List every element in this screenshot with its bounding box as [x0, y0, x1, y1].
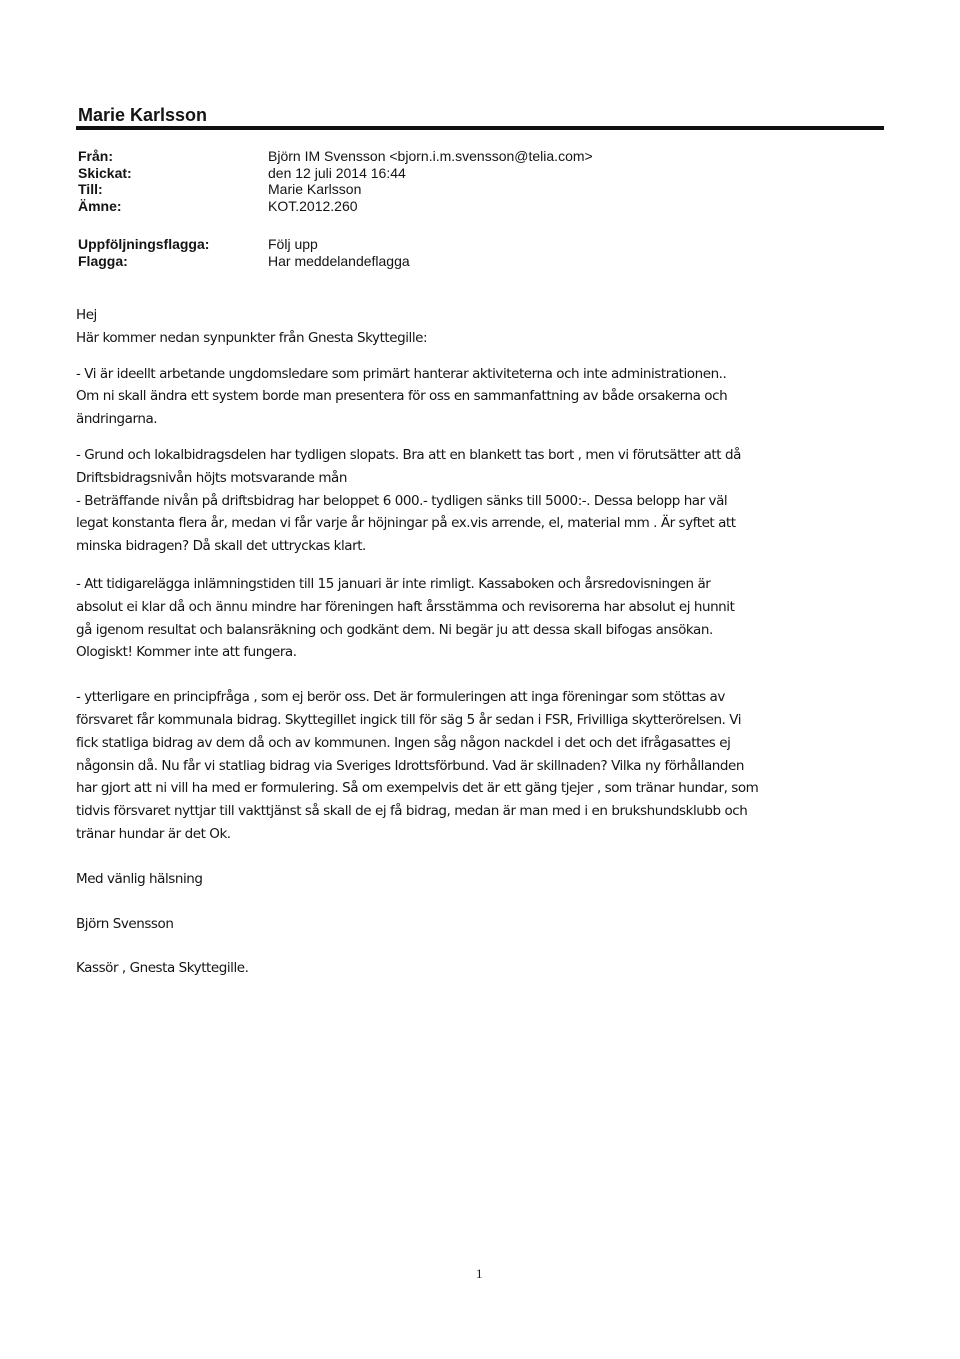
to-label: Till:	[78, 181, 103, 197]
body-line: gå igenom resultat och balansräkning och godkänt dem. Ni begär ju att dessa skall bifogas ansökan.	[76, 621, 713, 638]
followup-row	[78, 236, 410, 253]
from-value: Björn IM Svensson <bjorn.i.m.svensson@telia.com>	[268, 148, 593, 164]
signature-title: Kassör , Gnesta Skyttegille.	[76, 960, 249, 977]
body-line: fick statliga bidrag av dem då och av kommunen. Ingen såg någon nackdel i det och det ifrågasattes ej	[76, 734, 731, 751]
body-line: - Grund och lokalbidragsdelen har tydligen slopats. Bra att en blankett tas bort , men vi förutsätter att då	[76, 446, 741, 463]
email-body	[76, 304, 888, 980]
subject-row	[78, 198, 593, 215]
from-label: Från:	[78, 148, 113, 164]
flag-label: Flagga:	[78, 252, 128, 269]
body-line: ändringarna.	[76, 411, 158, 428]
body-line: någonsin då. Nu får vi statliag bidrag via Sveriges Idrottsförbund. Vad är skillnaden? Vilka ny förhållanden	[76, 757, 744, 774]
to-value: Marie Karlsson	[268, 181, 362, 197]
body-line: tidvis försvaret nyttjar till vakttjänst så skall de ej få bidrag, medan är man med i en brukshundsklubb och	[76, 803, 748, 820]
signature-name: Björn Svensson	[76, 915, 174, 932]
body-line: - Beträffande nivån på driftsbidrag har beloppet 6 000.- tydligen sänks till 5000:-. Dessa belopp har väl	[76, 492, 728, 509]
body-line: försvaret får kommunala bidrag. Skyttegillet ingick till för säg 5 år sedan i FSR, Frivilliga skytterörelsen. Vi	[76, 711, 742, 728]
followup-value: Följ upp	[268, 236, 318, 252]
body-line: minska bidragen? Då skall det uttryckas klart.	[76, 538, 366, 555]
sent-value: den 12 juli 2014 16:44	[268, 164, 406, 181]
flag-row	[78, 253, 410, 270]
email-flags	[78, 236, 410, 269]
sent-row	[78, 165, 593, 182]
to-row	[78, 181, 593, 198]
header-divider	[76, 126, 884, 130]
from-row	[78, 148, 593, 165]
mailbox-owner-name: Marie Karlsson	[78, 105, 208, 125]
body-line: - Att tidigarelägga inlämningstiden till 15 januari är inte rimligt. Kassaboken och årsredovisningen är	[76, 575, 711, 592]
body-line: Ologiskt! Kommer inte att fungera.	[76, 644, 297, 661]
signoff: Med vänlig hälsning	[76, 870, 203, 887]
intro-line: Här kommer nedan synpunkter från Gnesta Skyttegille:	[76, 329, 428, 346]
greeting: Hej	[76, 307, 97, 323]
flag-value: Har meddelandeflagga	[268, 252, 410, 269]
sent-label: Skickat:	[78, 164, 132, 181]
body-line: - ytterligare en principfråga , som ej berör oss. Det är formuleringen att inga föreningar som stöttas av	[76, 689, 725, 706]
body-line: har gjort att ni vill ha med er formulering. Så om exempelvis det är ett gäng tjejer , som tränar hundar, som	[76, 780, 759, 797]
email-header	[78, 148, 593, 214]
subject-value: KOT.2012.260	[268, 197, 358, 214]
subject-label: Ämne:	[78, 197, 122, 214]
followup-label: Uppföljningsflagga:	[78, 236, 210, 252]
page-number: 1	[476, 1266, 483, 1281]
body-line: Driftsbidragsnivån höjts motsvarande mån	[76, 469, 347, 486]
body-line: - Vi är ideellt arbetande ungdomsledare som primärt hanterar aktiviteterna och inte administrationen..	[76, 365, 727, 382]
body-line: tränar hundar är det Ok.	[76, 825, 231, 842]
body-line: legat konstanta flera år, medan vi får varje år höjningar på ex.vis arrende, el, material mm . Är syftet att	[76, 515, 736, 532]
body-line: Om ni skall ändra ett system borde man presentera för oss en sammanfattning av både orsakerna och	[76, 388, 728, 405]
body-line: absolut ei klar då och ännu mindre har föreningen haft årsstämma och revisorerna har absolut ej hunnit	[76, 598, 735, 615]
